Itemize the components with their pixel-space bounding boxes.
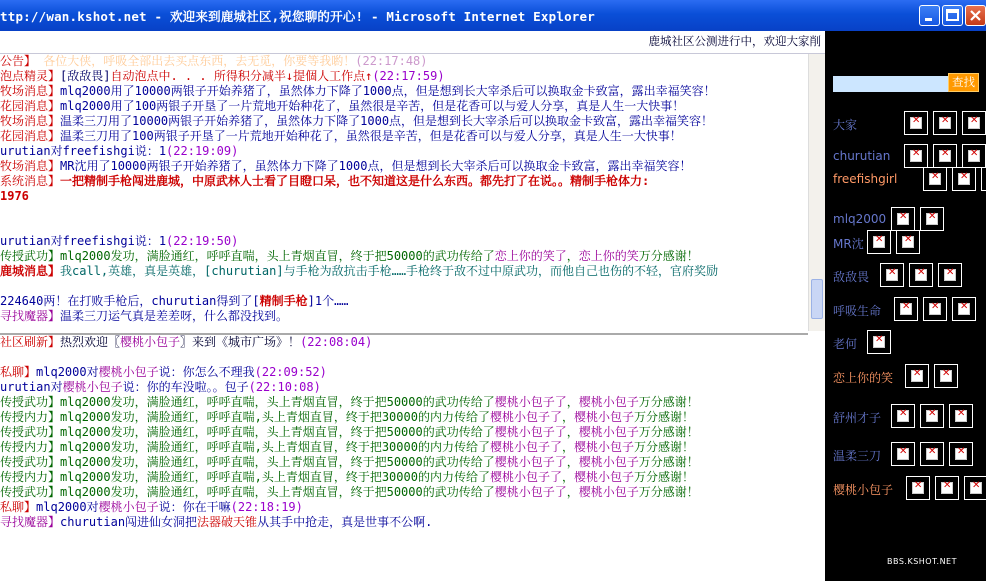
message-segment: 传授武功】 — [0, 485, 61, 499]
broken-image-glyph — [955, 410, 967, 422]
user-name[interactable]: 樱桃小包子 — [833, 483, 894, 497]
chat-message — [0, 54, 808, 69]
chat-message — [0, 440, 808, 455]
user-list-item[interactable] — [825, 167, 986, 191]
message-segment: 提個人工作点 — [293, 69, 366, 83]
broken-image-glyph — [910, 117, 922, 129]
message-segment: urutian对freefishgi说：1 — [0, 144, 167, 158]
public-chat-pane[interactable] — [0, 54, 808, 331]
chat-message — [0, 234, 808, 249]
user-list-sidebar — [825, 31, 986, 581]
announcement-marquee — [0, 31, 825, 54]
chat-message — [0, 189, 808, 204]
broken-image-glyph — [944, 269, 956, 281]
broken-image-icon[interactable] — [904, 144, 928, 168]
broken-image-icon[interactable] — [923, 297, 947, 321]
broken-image-icon[interactable] — [905, 364, 929, 388]
chat-message — [0, 219, 808, 234]
message-segment: 万分感谢！ — [638, 249, 699, 263]
message-segment: 1976 — [0, 189, 29, 203]
broken-image-glyph — [940, 370, 952, 382]
chat-message — [0, 485, 808, 500]
message-segment: 我call,英雄，真是英雄，[churutian]与手枪为敌抗击手枪……手枪终于敌不过中原武功，而他自己也伤的不轻，官府奖励 — [60, 264, 719, 278]
broken-image-glyph — [929, 303, 941, 315]
message-segment: 鹿城消息】 — [0, 264, 61, 278]
message-segment: 传授武功】 — [0, 455, 61, 469]
chat-message — [0, 99, 808, 114]
message-segment: 樱桃小包子了 — [494, 395, 567, 409]
broken-image-icon[interactable] — [964, 476, 986, 500]
message-segment: 樱桃小包子了 — [494, 425, 567, 439]
message-segment: ， — [561, 410, 574, 424]
chat-message — [0, 470, 808, 485]
broken-image-glyph — [886, 269, 898, 281]
broken-image-icon[interactable] — [920, 442, 944, 466]
message-segment: ↑ — [365, 69, 373, 83]
user-list-item[interactable] — [825, 330, 986, 354]
message-segment: 传授内力】 — [0, 440, 61, 454]
broken-image-icon[interactable] — [896, 230, 920, 254]
broken-image-icon[interactable] — [962, 111, 986, 135]
user-list-item[interactable] — [825, 404, 986, 428]
broken-image-icon[interactable] — [949, 404, 973, 428]
user-list-item[interactable] — [825, 207, 986, 231]
broken-image-icon[interactable] — [894, 297, 918, 321]
message-segment: 系统消息】 — [0, 174, 61, 188]
message-segment: 从其手中抢走，真是世事不公啊. — [257, 515, 433, 529]
message-segment: 樱桃小包子 — [578, 485, 639, 499]
chat-message — [0, 455, 808, 470]
user-name[interactable]: MR沈 — [833, 237, 864, 251]
message-segment: 自动泡点中. . . 所得积分减半 — [110, 69, 286, 83]
message-segment: mlq2000发功，满脸通红，呼呼直喘,头上青烟直冒，终于把30000的内力传给了 — [60, 470, 490, 484]
message-segment: 传授武功】 — [0, 395, 61, 409]
message-segment: ↓ — [285, 69, 294, 83]
chat-message — [0, 500, 808, 515]
user-name[interactable]: 敌敌畏 — [833, 270, 870, 284]
message-segment: (22:18:19) — [230, 500, 303, 514]
announcement-text: 鹿城社区公测进行中，欢迎大家削 — [648, 34, 821, 48]
site-logo: BBS.KSHOT.NET — [887, 557, 957, 566]
message-segment: 万分感谢！ — [638, 395, 699, 409]
chat-message — [0, 114, 808, 129]
chat-message — [0, 410, 808, 425]
message-segment: 温柔三刀运气真是差差呀，什么都没找到。 — [60, 309, 289, 323]
message-segment: 樱桃小包子了 — [494, 455, 567, 469]
message-segment: 樱桃小包子 — [573, 410, 634, 424]
broken-image-glyph — [955, 448, 967, 460]
minimize-icon — [920, 6, 939, 25]
chat-message — [0, 174, 808, 189]
message-segment: 樱桃小包子了 — [489, 440, 562, 454]
message-segment: 万分感谢！ — [638, 455, 699, 469]
message-segment: 樱桃小包子 — [578, 455, 639, 469]
message-segment: (22:17:48) — [355, 54, 428, 68]
message-segment: mlq2000用了100两银子开垦了一片荒地开始种花了，虽然很是辛苦，但是花香可以与爱人分享，真是人生一大快事！ — [60, 99, 685, 113]
chat-content-area — [0, 31, 825, 581]
window-title-bar — [0, 0, 986, 31]
chat-message — [0, 380, 808, 395]
message-segment: (22:19:09) — [166, 144, 239, 158]
message-segment: 〗来到《城市广场》！ — [180, 335, 301, 349]
message-segment: mlq2000用了10000两银子开始养猪了，虽然体力下降了1000点，但是想到长大宰杀后可以换取金卡致富，露出幸福笑容！ — [60, 84, 716, 98]
message-segment: ， — [566, 249, 579, 263]
message-segment: ， — [566, 395, 579, 409]
message-segment: 公告】 — [0, 54, 37, 68]
broken-image-glyph — [941, 482, 953, 494]
broken-image-icon[interactable] — [891, 207, 915, 231]
user-name[interactable]: mlq2000 — [833, 212, 887, 226]
message-segment: mlq2000发功，满脸通红，呼呼直喘，头上青烟直冒，终于把50000的武功传给了 — [60, 455, 495, 469]
message-segment: 牧场消息】 — [0, 159, 61, 173]
broken-image-icon[interactable] — [920, 404, 944, 428]
message-segment: 万分感谢！ — [634, 440, 695, 454]
user-name[interactable]: 舒州才子 — [833, 411, 882, 425]
broken-image-glyph — [929, 173, 941, 185]
chat-message — [0, 515, 808, 530]
message-segment: 说：你怎么不理我 — [158, 365, 255, 379]
broken-image-icon[interactable] — [923, 167, 947, 191]
user-name[interactable]: 呼吸生命 — [833, 304, 882, 318]
chat-message — [0, 350, 808, 365]
message-segment: 泡点精灵】 — [0, 69, 61, 83]
scrollbar-thumb[interactable] — [811, 279, 823, 319]
message-segment: 万分感谢！ — [638, 485, 699, 499]
message-segment: churutian闯进仙女洞把 — [60, 515, 198, 529]
message-segment: 樱桃小包子了 — [494, 485, 567, 499]
search-input[interactable] — [833, 76, 965, 92]
close-icon — [966, 6, 985, 25]
broken-image-icon[interactable] — [891, 404, 915, 428]
message-segment: 花园消息】 — [0, 99, 61, 113]
broken-image-glyph — [939, 117, 951, 129]
broken-image-icon[interactable] — [938, 263, 962, 287]
message-segment: (22:09:52) — [254, 365, 327, 379]
message-segment: 樱桃小包子 — [578, 425, 639, 439]
chat-scrollbar[interactable] — [808, 54, 825, 331]
broken-image-icon[interactable] — [867, 330, 891, 354]
chat-message — [0, 395, 808, 410]
message-segment: 樱桃小包子了 — [489, 470, 562, 484]
message-segment: 各位大侠，呼吸全部出去买点东西，去无觅，你要等我喲！ — [36, 54, 356, 68]
chat-message — [0, 129, 808, 144]
message-segment: MR沈用了10000两银子开始养猪了，虽然体力下降了1000点，但是想到长大宰杀后可以换取金卡致富，露出幸福笑容！ — [60, 159, 692, 173]
message-segment: mlq2000发功，满脸通红，呼呼直喘,头上青烟直冒，终于把30000的内力传给了 — [60, 410, 490, 424]
chat-message — [0, 365, 808, 380]
message-segment: 寻找魔器】 — [0, 309, 61, 323]
message-segment: 樱桃小包子 — [98, 500, 159, 514]
broken-image-glyph — [911, 370, 923, 382]
user-name[interactable]: 恋上你的笑 — [833, 371, 894, 385]
broken-image-glyph — [897, 448, 909, 460]
message-segment: 精制手枪 — [259, 294, 308, 308]
maximize-icon — [943, 6, 962, 25]
broken-image-glyph — [958, 303, 970, 315]
chat-message — [0, 69, 808, 84]
broken-image-glyph — [897, 213, 909, 225]
broken-image-icon[interactable] — [891, 442, 915, 466]
message-segment: ]1个…… — [307, 294, 349, 308]
broken-image-glyph — [897, 410, 909, 422]
message-segment: 私聊】 — [0, 365, 37, 379]
chat-message — [0, 144, 808, 159]
user-name[interactable]: 温柔三刀 — [833, 449, 882, 463]
broken-image-glyph — [926, 448, 938, 460]
broken-image-icon[interactable] — [935, 476, 959, 500]
broken-image-glyph — [910, 150, 922, 162]
chat-message — [0, 249, 808, 264]
message-segment: (22:19:50) — [166, 234, 239, 248]
broken-image-glyph — [873, 336, 885, 348]
message-segment: (22:10:08) — [248, 380, 321, 394]
message-segment: 恋上你的笑 — [578, 249, 639, 263]
chat-message — [0, 84, 808, 99]
close-button[interactable] — [965, 5, 986, 26]
message-segment: urutian对freefishgi说：1 — [0, 234, 167, 248]
user-list-item[interactable] — [825, 263, 986, 287]
message-segment: mlq2000发功，满脸通红，呼呼直喘,头上青烟直冒，终于把30000的内力传给了 — [60, 440, 490, 454]
chat-message — [0, 279, 808, 294]
message-segment: 樱桃小包子 — [120, 335, 181, 349]
user-name[interactable]: freefishgirl — [833, 172, 898, 186]
message-segment: 温柔三刀用了10000两银子开始养猪了，虽然体力下降了1000点，但是想到长大宰杀后可以换取金卡致富，露出幸福笑容！ — [60, 114, 714, 128]
message-segment: 樱桃小包子 — [578, 395, 639, 409]
broken-image-icon[interactable] — [981, 167, 986, 191]
message-segment: 社区刷新】 — [0, 335, 61, 349]
broken-image-icon[interactable] — [949, 442, 973, 466]
chat-message — [0, 425, 808, 440]
message-segment: 樱桃小包子 — [98, 365, 159, 379]
message-segment: 热烈欢迎〖 — [60, 335, 121, 349]
search-button[interactable]: 查找 — [948, 73, 979, 92]
message-segment: [敌敌畏] — [60, 69, 111, 83]
message-segment: ， — [566, 485, 579, 499]
user-list-item[interactable] — [825, 297, 986, 321]
message-segment: 法器破天锥 — [197, 515, 258, 529]
broken-image-icon[interactable] — [906, 476, 930, 500]
user-list-item[interactable] — [825, 364, 986, 388]
broken-image-glyph — [939, 150, 951, 162]
user-name[interactable]: 大家 — [833, 118, 858, 132]
message-segment: ， — [561, 440, 574, 454]
broken-image-icon[interactable] — [952, 167, 976, 191]
user-name[interactable]: 老何 — [833, 337, 858, 351]
message-segment: 一把精制手枪闯进鹿城，中原武林人士看了目瞪口呆，也不知道这是什么东西。都先打了在说。。精制手枪体力: — [60, 174, 650, 188]
broken-image-icon[interactable] — [920, 207, 944, 231]
message-segment: 说：你的车没啦。。包子 — [122, 380, 249, 394]
message-segment: 传授内力】 — [0, 410, 61, 424]
broken-image-icon[interactable] — [867, 230, 891, 254]
message-segment: (22:08:04) — [300, 335, 373, 349]
broken-image-icon[interactable] — [934, 364, 958, 388]
message-segment: 牧场消息】 — [0, 84, 61, 98]
chat-message — [0, 309, 808, 324]
message-segment: 牧场消息】 — [0, 114, 61, 128]
chat-message — [0, 159, 808, 174]
message-segment: mlq2000发功，满脸通红，呼呼直喘，头上青烟直冒，终于把50000的武功传给了 — [60, 485, 495, 499]
broken-image-glyph — [926, 213, 938, 225]
message-segment: 温柔三刀用了100两银子开垦了一片荒地开始种花了，虽然很是辛苦，但是花香可以与爱人分享，真是人生一大快事！ — [60, 129, 682, 143]
chat-message — [0, 294, 808, 309]
message-segment: mlq2000对 — [36, 365, 99, 379]
user-list-item[interactable] — [825, 442, 986, 466]
broken-image-glyph — [970, 482, 982, 494]
broken-image-icon[interactable] — [880, 263, 904, 287]
private-chat-pane[interactable] — [0, 333, 808, 581]
message-segment: ， — [566, 425, 579, 439]
message-segment: 花园消息】 — [0, 129, 61, 143]
message-segment: 万分感谢！ — [634, 410, 695, 424]
message-segment: ， — [561, 470, 574, 484]
message-segment: 万分感谢！ — [634, 470, 695, 484]
broken-image-glyph — [902, 236, 914, 248]
broken-image-icon[interactable] — [962, 144, 986, 168]
user-name[interactable]: churutian — [833, 149, 891, 163]
message-segment: urutian对 — [0, 380, 63, 394]
broken-image-glyph — [968, 150, 980, 162]
message-segment: 传授武功】 — [0, 425, 61, 439]
chat-message — [0, 264, 808, 279]
message-segment: 224640两！在打败手枪后，churutian得到了[ — [0, 294, 260, 308]
message-segment: 传授内力】 — [0, 470, 61, 484]
broken-image-glyph — [912, 482, 924, 494]
message-segment: 说：你在干嘛 — [158, 500, 231, 514]
chat-message — [0, 204, 808, 219]
broken-image-glyph — [900, 303, 912, 315]
broken-image-glyph — [926, 410, 938, 422]
user-list-item[interactable] — [825, 111, 986, 135]
message-segment: 樱桃小包子 — [573, 470, 634, 484]
message-segment: 樱桃小包子 — [62, 380, 123, 394]
message-segment: 传授武功】 — [0, 249, 61, 263]
user-list-item[interactable] — [825, 230, 986, 254]
message-segment: mlq2000发功，满脸通红，呼呼直喘，头上青烟直冒，终于把50000的武功传给了 — [60, 249, 495, 263]
broken-image-icon[interactable] — [909, 263, 933, 287]
chat-message — [0, 335, 808, 350]
message-segment: 恋上你的笑了 — [494, 249, 567, 263]
message-segment: 私聊】 — [0, 500, 37, 514]
broken-image-icon[interactable] — [904, 111, 928, 135]
message-segment: 万分感谢！ — [638, 425, 699, 439]
message-segment: mlq2000发功，满脸通红，呼呼直喘，头上青烟直冒，终于把50000的武功传给了 — [60, 425, 495, 439]
broken-image-icon[interactable] — [933, 111, 957, 135]
broken-image-glyph — [915, 269, 927, 281]
message-segment: 樱桃小包子了 — [489, 410, 562, 424]
message-segment: mlq2000对 — [36, 500, 99, 514]
minimize-button[interactable] — [919, 5, 940, 26]
broken-image-glyph — [968, 117, 980, 129]
message-segment: 寻找魔器】 — [0, 515, 61, 529]
user-list-item[interactable] — [825, 476, 986, 500]
message-segment: (22:17:59) — [372, 69, 445, 83]
user-list-item[interactable] — [825, 144, 986, 168]
window-title: ttp://wan.kshot.net - 欢迎来到鹿城社区,祝您聊的开心! - Microsoft Internet Explorer — [0, 9, 595, 24]
message-segment: mlq2000发功，满脸通红，呼呼直喘，头上青烟直冒，终于把50000的武功传给了 — [60, 395, 495, 409]
broken-image-glyph — [958, 173, 970, 185]
broken-image-glyph — [873, 236, 885, 248]
message-segment: 樱桃小包子 — [573, 440, 634, 454]
message-segment: ， — [566, 455, 579, 469]
maximize-button[interactable] — [942, 5, 963, 26]
broken-image-icon[interactable] — [952, 297, 976, 321]
broken-image-icon[interactable] — [933, 144, 957, 168]
